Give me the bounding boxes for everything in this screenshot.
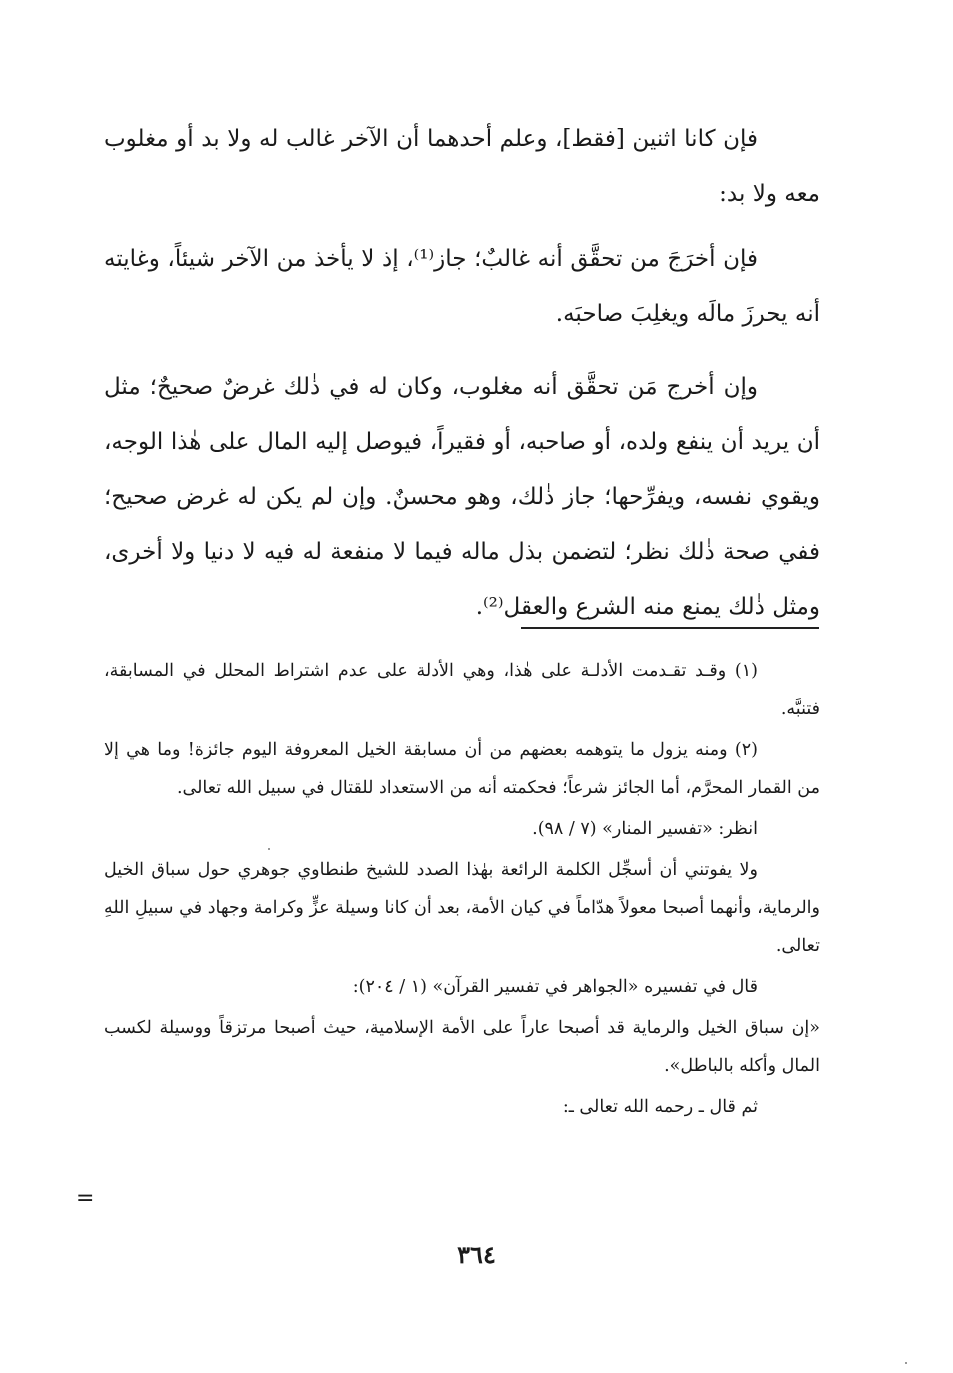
main-text — [104, 112, 820, 653]
footnotes — [104, 652, 820, 1129]
paragraph-1: فإن كانا اثنين [فقط]، وعلم أحدهما أن الآخر غالب له ولا بد أو مغلوب معه ولا بد: — [104, 126, 820, 207]
speck — [268, 848, 270, 850]
footnote-paragraph: ولا يفوتني أن أسجِّل الكلمة الرائعة بهٰذا الصدد للشيخ طنطاوي جوهري حول سباق الخيل والرماية، وأنهما أصبحا معولاً هدّاماً في كيان الأمة، بعد أن كانا وسيلة عزٍّ وكرامة وجهاد في سبيلِ اللهِ تعالى. — [104, 860, 820, 956]
footnote-2: (٢) ومنه يزول ما يتوهمه بعضهم من أن مسابقة الخيل المعروفة اليوم جائزة! وما هي إلا من القمار المحرَّم، أما الجائز شرعاً؛ فحكمته أنه من الاستعداد للقتال في سبيل الله تعالى. — [104, 740, 820, 798]
footnote-reference: انظر: «تفسير المنار» (٧ / ٩٨). — [532, 819, 758, 839]
quote-intro: قال في تفسيره «الجواهر في تفسير القرآن» (١ / ٢٠٤): — [352, 977, 758, 997]
quote-text: «إن سباق الخيل والرماية قد أصبحا عاراً على الأمة الإسلامية، حيث أصبحا مرتزقاً ووسيلة لكسب المال وأكله بالباطل». — [104, 1018, 820, 1076]
page-number: ٣٦٤ — [457, 1240, 496, 1269]
footnote-separator — [521, 627, 819, 629]
continuation-marker: = — [76, 1186, 95, 1211]
footnote-1: (١) وقـد تقـدمت الأدلـة على هٰذا، وهي الأدلة على عدم اشتراط المحلل في المسابقة، فتنبَّه. — [104, 661, 820, 719]
closing-line: ثم قال ـ رحمه الله تعالى ـ: — [562, 1097, 758, 1117]
paragraph-2: فإن أخرَجَ من تحقَّق أنه غالبٌ؛ جاز⁽¹⁾، إذ لا يأخذ من الآخر شيئاً، وغايته أنه يحرزَ مالَه ويغلِبَ صاحبَه. — [104, 246, 820, 327]
speck — [905, 1362, 907, 1364]
paragraph-3: وإن أخرج مَن تحقَّق أنه مغلوب، وكان له في ذٰلك غرضٌ صحيحٌ؛ مثل أن يريد أن ينفع ولده، أو صاحبه، أو فقيراً، فيوصل إليه المال على هٰذا الوجه، ويقوي نفسه، ويفرِّحها؛ جاز ذٰلك، وهو محسنٌ. وإن لم يكن له غرض صحيح؛ ففي صحة ذٰلك نظر؛ لتضمن بذل ماله فيما لا منفعة له فيه لا دنيا ولا أخرى، ومثل ذٰلك يمنع منه الشرع والعقل⁽²⁾. — [104, 374, 820, 620]
